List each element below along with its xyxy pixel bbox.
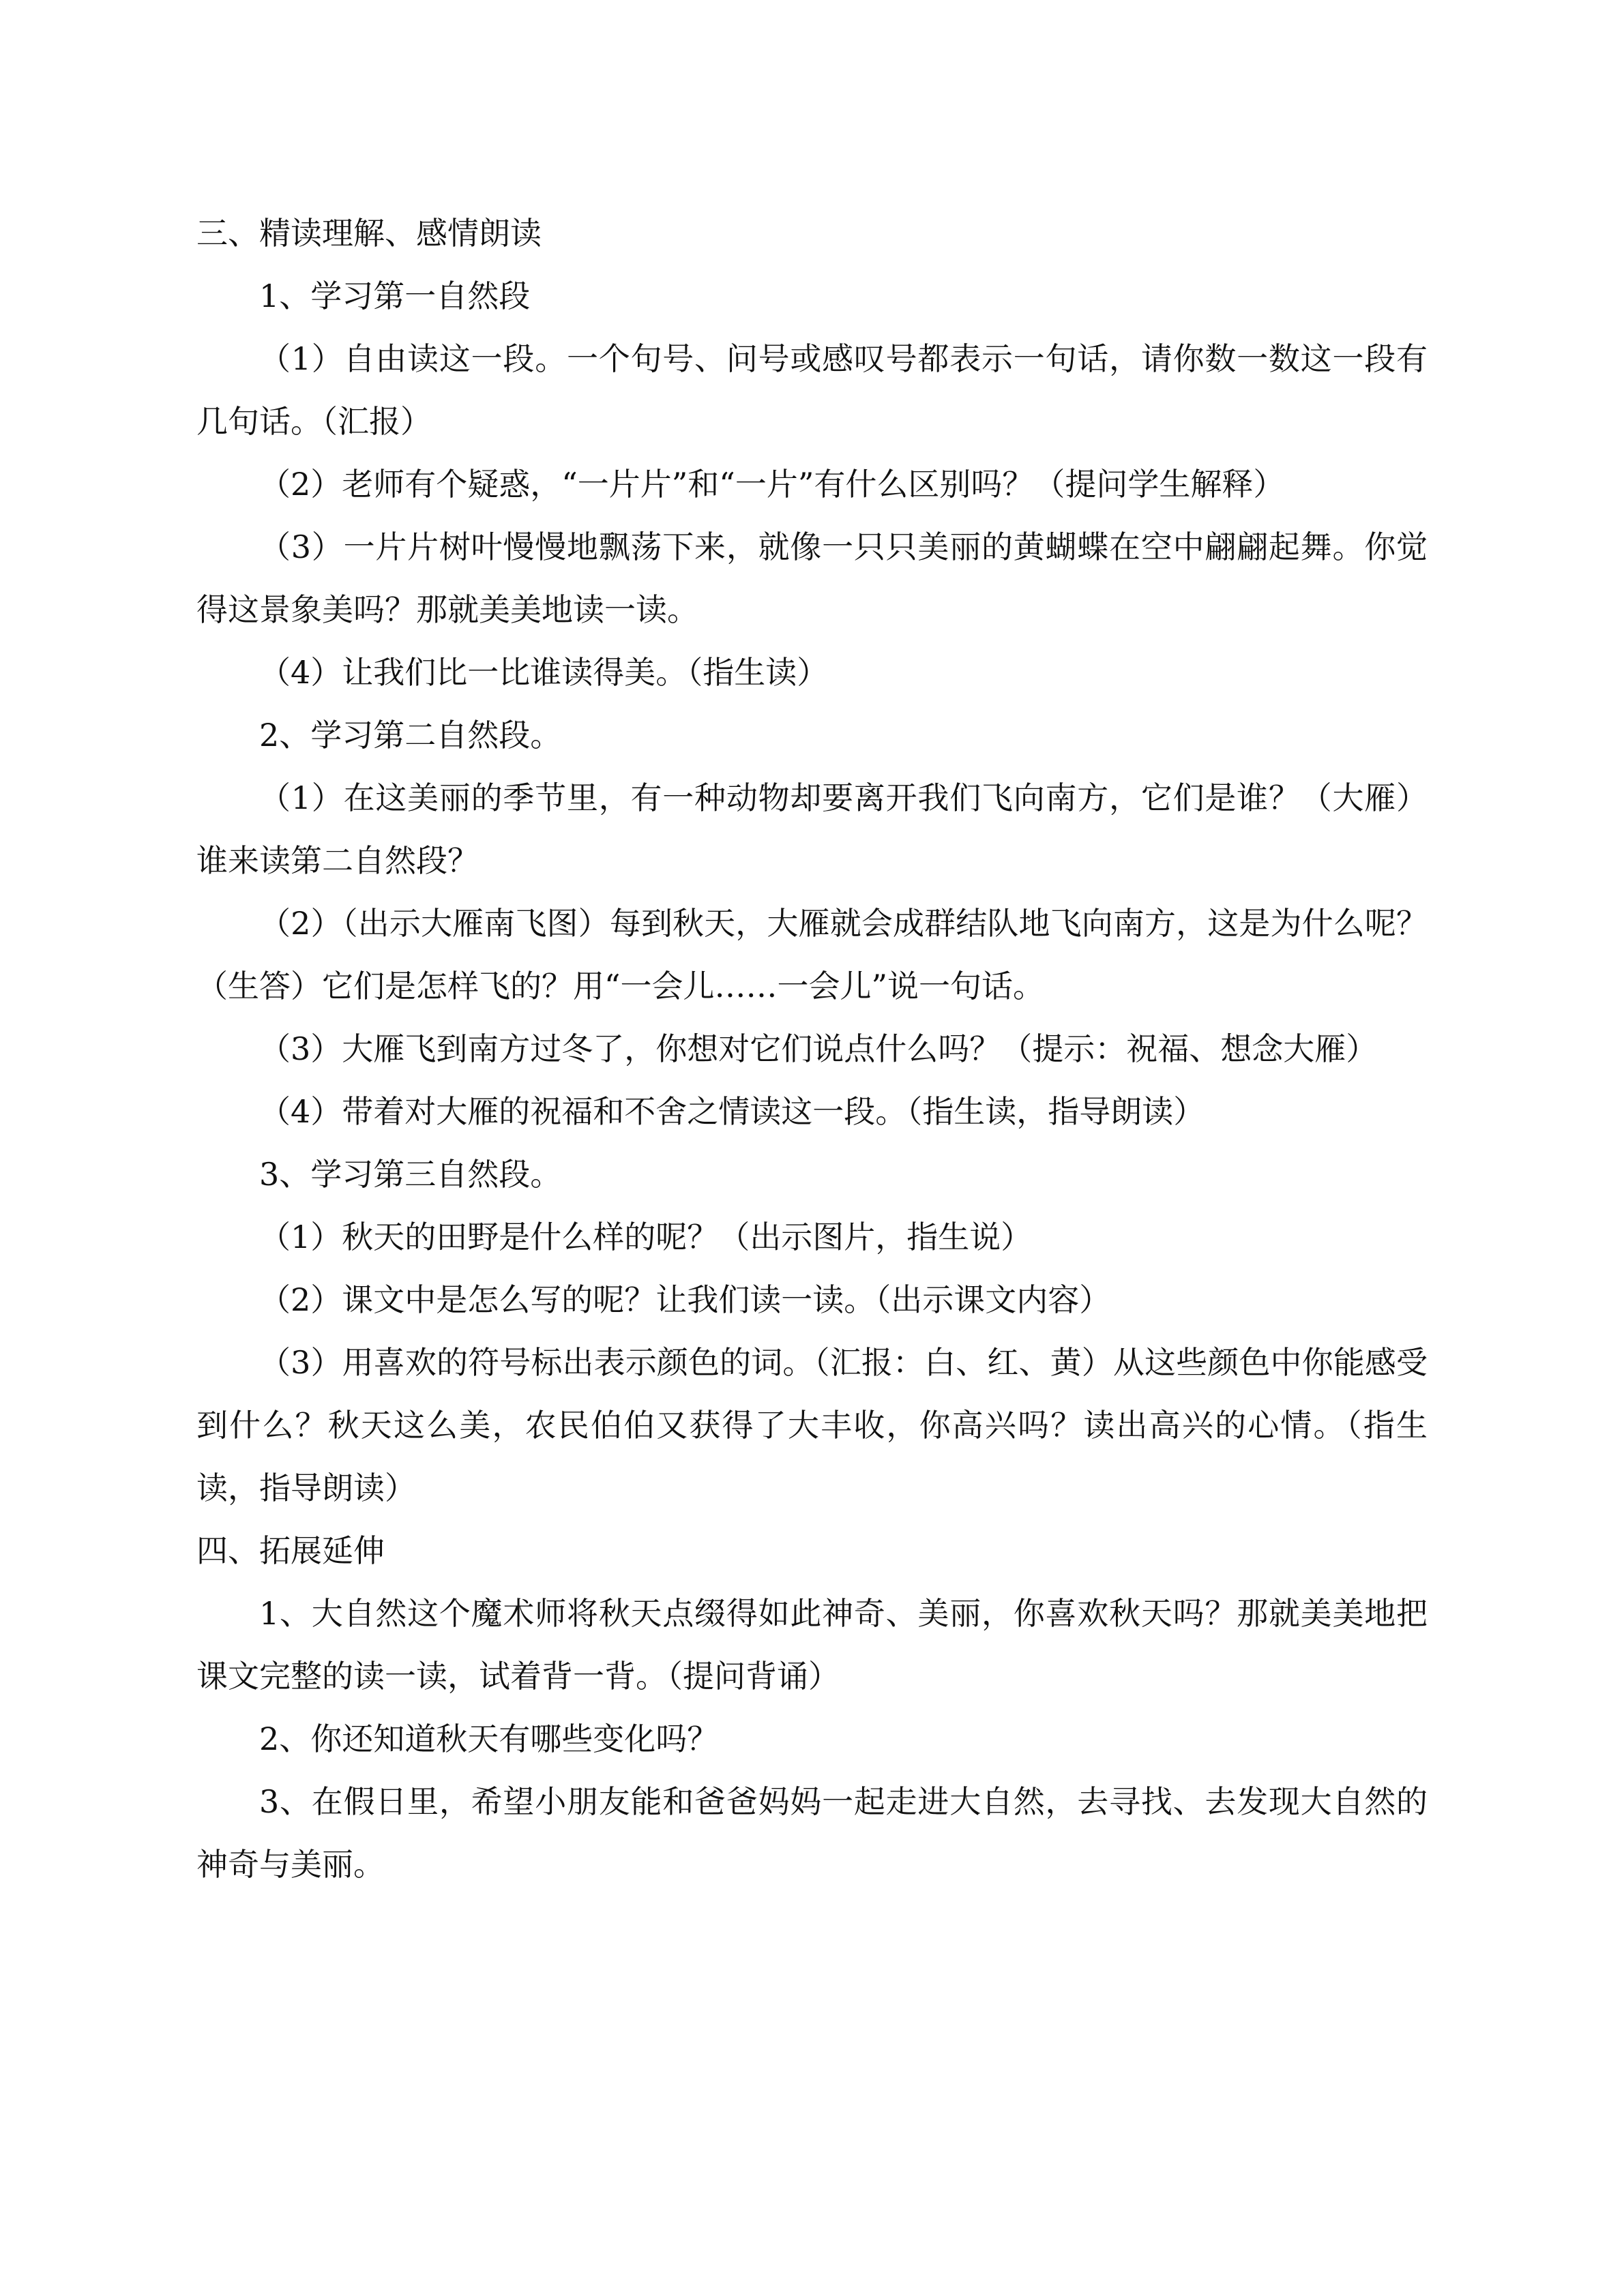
section-heading: 三、精读理解、感情朗读 — [196, 215, 542, 252]
paragraph: （3）大雁飞到南方过冬了，你想对它们说点什么吗？（提示：祝福、想念大雁） — [259, 1030, 1378, 1067]
subsection-title: 1、学习第一自然段 — [259, 278, 531, 314]
paragraph: 1、大自然这个魔术师将秋天点缀得如此神奇、美丽，你喜欢秋天吗？那就美美地把课文完整的读一读，试着背一背。（提问背诵） — [196, 1595, 1428, 1695]
paragraph: （1）在这美丽的季节里，有一种动物却要离开我们飞向南方，它们是谁？（大雁）谁来读第二自然段？ — [196, 779, 1428, 879]
paragraph: （3）一片片树叶慢慢地飘荡下来，就像一只只美丽的黄蝴蝶在空中翩翩起舞。你觉得这景象美吗？那就美美地读一读。 — [196, 528, 1428, 628]
section-heading: 四、拓展延伸 — [196, 1532, 385, 1569]
document-page — [196, 202, 1428, 1896]
paragraph: （2）课文中是怎么写的呢？让我们读一读。（出示课文内容） — [259, 1281, 1111, 1318]
paragraph: 2、你还知道秋天有哪些变化吗？ — [259, 1720, 719, 1757]
paragraph: （2）老师有个疑惑，“一片片”和“一片”有什么区别吗？（提问学生解释） — [259, 466, 1285, 503]
paragraph: （3）用喜欢的符号标出表示颜色的词。（汇报：白、红、黄）从这些颜色中你能感受到什么？秋天这么美，农民伯伯又获得了大丰收，你高兴吗？读出高兴的心情。（指生读，指导朗读） — [196, 1344, 1428, 1506]
paragraph: 3、在假日里，希望小朋友能和爸爸妈妈一起走进大自然，去寻找、去发现大自然的神奇与美丽。 — [196, 1783, 1428, 1883]
paragraph: （4）让我们比一比谁读得美。（指生读） — [259, 654, 829, 691]
subsection-title: 2、学习第二自然段。 — [259, 717, 562, 754]
paragraph: （4）带着对大雁的祝福和不舍之情读这一段。（指生读，指导朗读） — [259, 1093, 1205, 1130]
subsection-title: 3、学习第三自然段。 — [259, 1156, 562, 1193]
paragraph: （2）（出示大雁南飞图）每到秋天，大雁就会成群结队地飞向南方，这是为什么呢？（生答）它们是怎样飞的？用“一会儿……一会儿”说一句话。 — [196, 905, 1428, 1004]
paragraph: （1）秋天的田野是什么样的呢？（出示图片，指生说） — [259, 1219, 1033, 1255]
paragraph: （1）自由读这一段。一个句号、问号或感叹号都表示一句话，请你数一数这一段有几句话。（汇报） — [196, 340, 1428, 440]
